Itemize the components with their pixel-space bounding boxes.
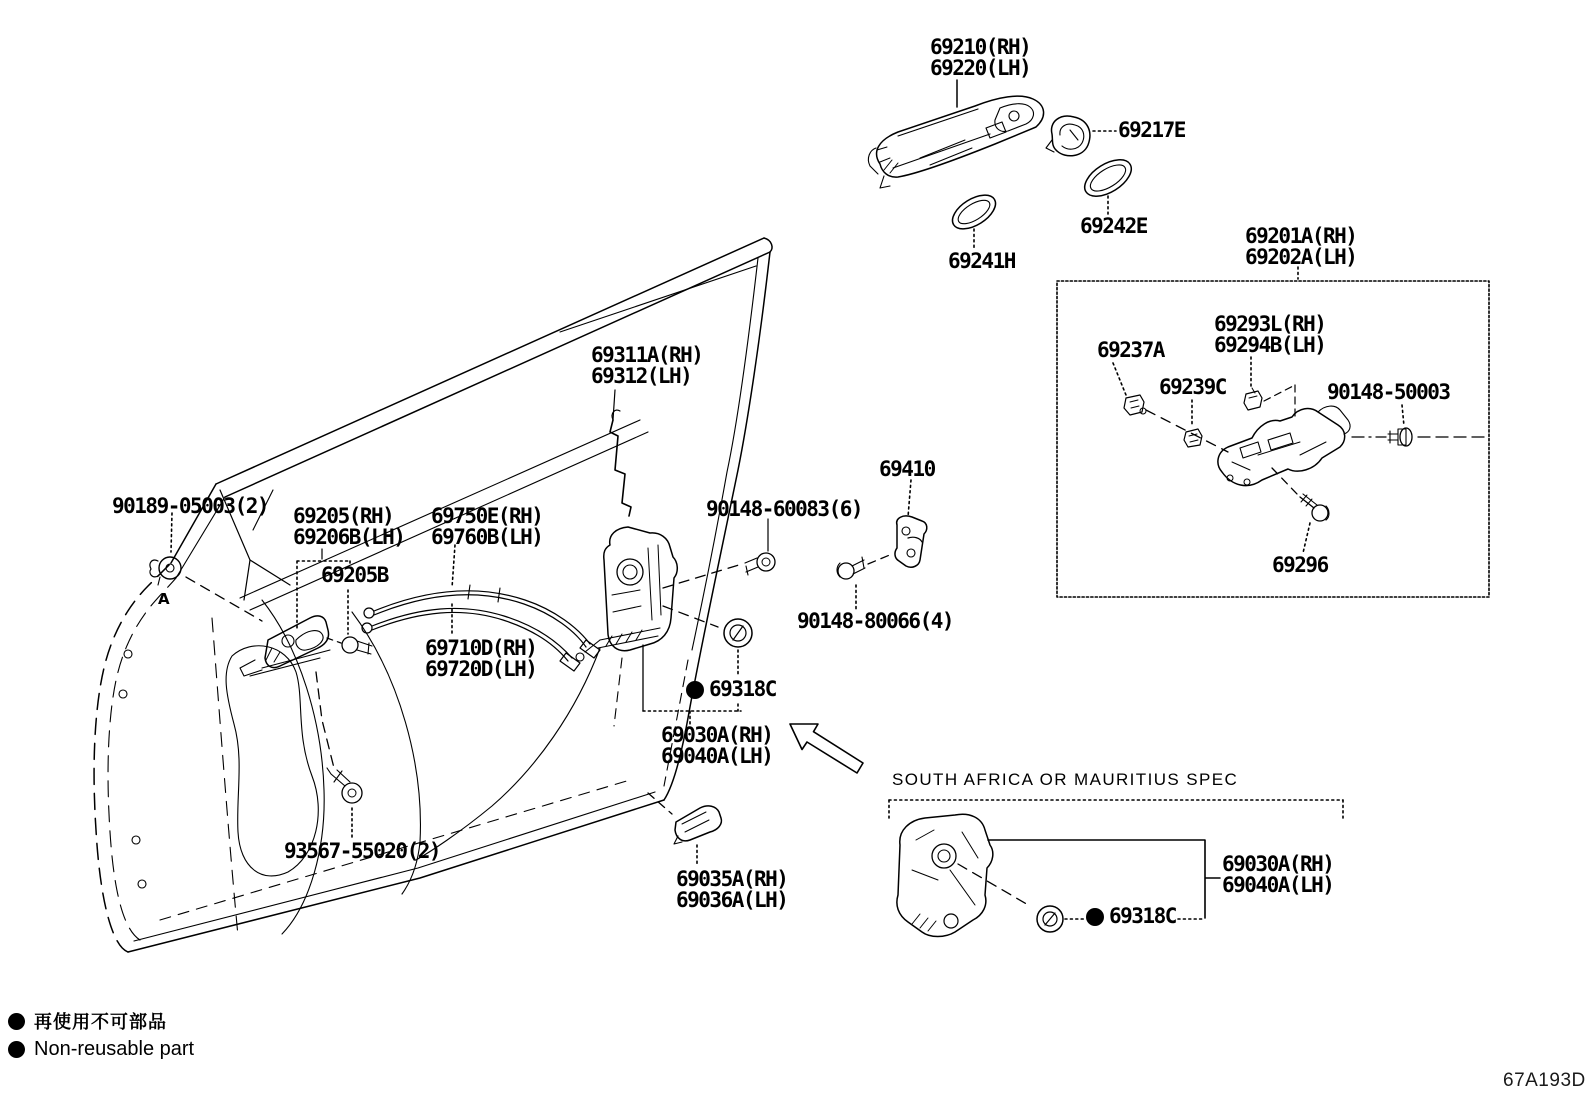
legend <box>8 1008 194 1061</box>
part-label-69318C-main: 69318C <box>686 679 776 700</box>
non-reusable-bullet-icon <box>8 1041 25 1058</box>
legend-text-jp: 再使用不可部品 <box>34 1012 167 1033</box>
part-label-69210-69220: 69210(RH) 69220(LH) <box>930 35 1031 80</box>
part-label-69293L-69294B: 69293L(RH) 69294B(LH) <box>1214 312 1326 357</box>
part-label-90189-05003: 90189-05003(2) <box>112 494 269 518</box>
part-label-69205-69206B: 69205(RH) 69206B(LH) <box>293 504 405 549</box>
non-reusable-bullet-icon <box>8 1013 25 1030</box>
part-label-69239C: 69239C <box>1159 375 1226 399</box>
legend-row-en <box>8 1038 194 1061</box>
part-label-69035A-69036A: 69035A(RH) 69036A(LH) <box>676 867 788 912</box>
part-label-69217E: 69217E <box>1118 118 1185 142</box>
non-reusable-bullet-icon <box>1086 908 1104 926</box>
part-label-69750E-69760B: 69750E(RH) 69760B(LH) <box>431 504 543 549</box>
part-label-69311A-69312: 69311A(RH) 69312(LH) <box>591 343 703 388</box>
part-label-69030A-69040A-main: 69030A(RH) 69040A(LH) <box>661 723 773 768</box>
part-label-90148-50003: 90148-50003 <box>1327 380 1450 404</box>
part-label-69710D-69720D: 69710D(RH) 69720D(LH) <box>425 636 537 681</box>
part-label-69296: 69296 <box>1272 553 1328 577</box>
part-label-69205B: 69205B <box>321 563 388 587</box>
legend-row-jp <box>8 1008 194 1034</box>
part-label-90148-60083: 90148-60083(6) <box>706 497 863 521</box>
marker-a: A <box>158 590 170 608</box>
legend-text-en: Non-reusable part <box>34 1038 195 1060</box>
diagram-code: 67A193D <box>1503 1070 1586 1091</box>
part-label-69201A-69202A: 69201A(RH) 69202A(LH) <box>1245 224 1357 269</box>
part-label-93567-55020: 93567-55020(2) <box>284 839 441 863</box>
part-label-69410: 69410 <box>879 457 935 481</box>
part-label-69242E: 69242E <box>1080 214 1147 238</box>
non-reusable-bullet-icon <box>686 681 704 699</box>
part-label-69318C-sa: 69318C <box>1086 906 1176 927</box>
part-label-69237A: 69237A <box>1097 338 1164 362</box>
part-label-69030A-69040A-sa: 69030A(RH) 69040A(LH) <box>1222 852 1334 897</box>
part-label-90148-80066: 90148-80066(4) <box>797 609 954 633</box>
part-label-69241H: 69241H <box>948 249 1015 273</box>
section-title: SOUTH AFRICA OR MAURITIUS SPEC <box>892 770 1239 789</box>
